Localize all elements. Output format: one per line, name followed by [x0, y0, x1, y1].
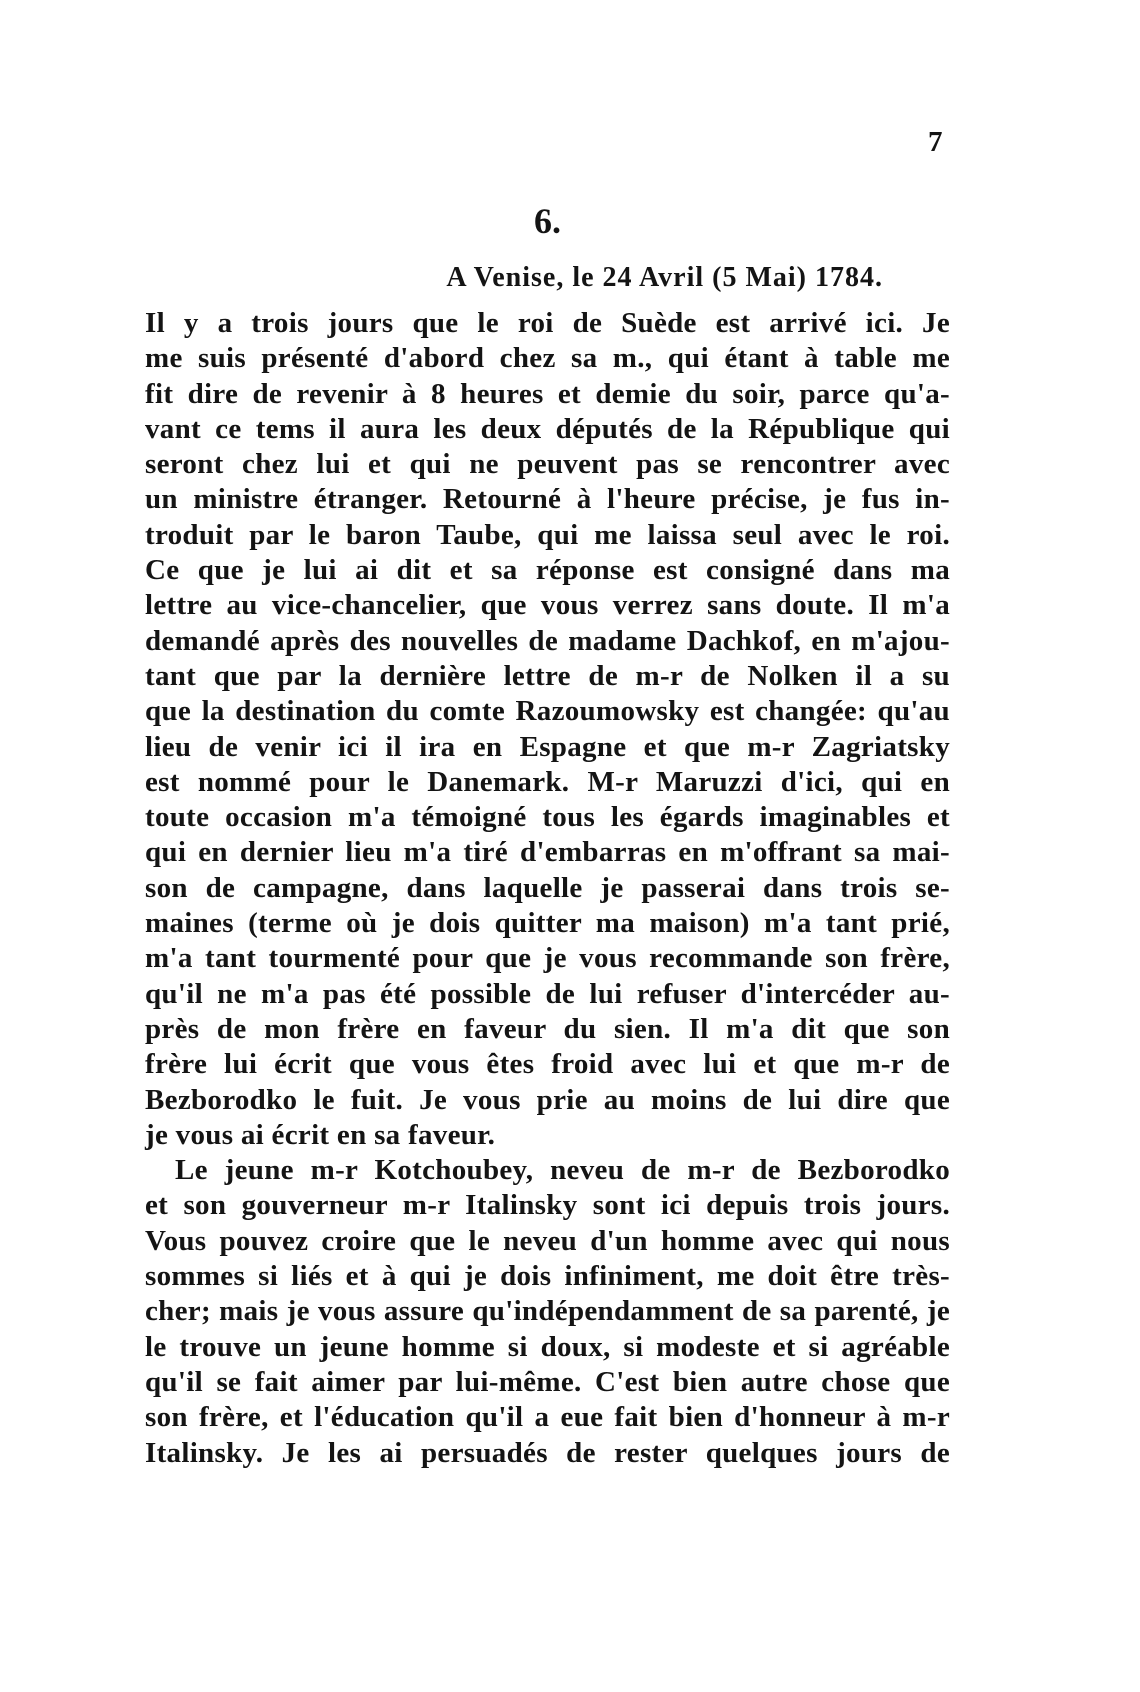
text-line: qui en dernier lieu m'a tiré d'embarras en m'offrant sa mai-	[145, 836, 950, 869]
text-line: m'a tant tourmenté pour que je vous recommande son frère,	[145, 942, 950, 975]
text-line: Il y a trois jours que le roi de Suède est arrivé ici. Je	[145, 307, 950, 339]
letter-dateline: A Venise, le 24 Avril (5 Mai) 1784.	[446, 262, 883, 293]
text-line: Ce que je lui ai dit et sa réponse est consigné dans ma	[145, 554, 950, 587]
text-line: qu'il se fait aimer par lui-même. C'est bien autre chose que	[145, 1365, 950, 1398]
text-line: je vous ai écrit en sa faveur.	[145, 1118, 496, 1151]
text-line: fit dire de revenir à 8 heures et demie du soir, parce qu'a-	[145, 377, 950, 410]
text-line: lettre au vice-chancelier, que vous verrez sans doute. Il m'a	[145, 589, 950, 622]
text-line: le trouve un jeune homme si doux, si modeste et si agréable	[145, 1330, 950, 1363]
text-line: sommes si liés et à qui je dois infiniment, me doit être très-	[145, 1260, 950, 1293]
text-line: seront chez lui et qui ne peuvent pas se rencontrer avec	[145, 448, 950, 481]
text-line: demandé après des nouvelles de madame Dachkof, en m'ajou-	[145, 624, 950, 657]
letter-number: 6.	[534, 201, 561, 241]
text-line: Italinsky. Je les ai persuadés de rester quelques jours de	[145, 1436, 950, 1469]
text-line: troduit par le baron Taube, qui me laissa seul avec le roi.	[145, 518, 950, 551]
text-line: tant que par la dernière lettre de m-r de Nolken il a su	[145, 659, 950, 692]
text-line: et son gouverneur m-r Italinsky sont ici depuis trois jours.	[145, 1189, 950, 1222]
text-line: que la destination du comte Razoumowsky est changée: qu'au	[145, 695, 950, 728]
text-line: son frère, et l'éducation qu'il a eue fait bien d'honneur à m-r	[145, 1401, 950, 1434]
text-line: son de campagne, dans laquelle je passerai dans trois se-	[145, 871, 950, 904]
page-number: 7	[928, 126, 944, 158]
text-line: vant ce tems il aura les deux députés de la République qui	[145, 412, 950, 445]
text-line: frère lui écrit que vous êtes froid avec lui et que m-r de	[145, 1048, 950, 1081]
text-line: est nommé pour le Danemark. M-r Maruzzi d'ici, qui en	[145, 765, 950, 798]
text-line: un ministre étranger. Retourné à l'heure précise, je fus in-	[145, 483, 950, 516]
text-line: me suis présenté d'abord chez sa m., qui étant à table me	[145, 342, 950, 375]
text-line: maines (terme où je dois quitter ma maison) m'a tant prié,	[145, 907, 950, 940]
letter-body	[145, 306, 950, 1471]
text-line: toute occasion m'a témoigné tous les égards imaginables et	[145, 801, 950, 834]
text-line: cher; mais je vous assure qu'indépendamment de sa parenté, je	[145, 1295, 950, 1328]
text-line: lieu de venir ici il ira en Espagne et que m-r Zagriatsky	[145, 730, 950, 763]
text-line: près de mon frère en faveur du sien. Il m'a dit que son	[145, 1012, 950, 1045]
text-line: qu'il ne m'a pas été possible de lui refuser d'intercéder au-	[145, 977, 950, 1010]
text-line: Vous pouvez croire que le neveu d'un homme avec qui nous	[145, 1224, 950, 1257]
text-line: Bezborodko le fuit. Je vous prie au moins de lui dire que	[145, 1083, 950, 1116]
text-line: Le jeune m-r Kotchoubey, neveu de m-r de Bezborodko	[175, 1154, 950, 1187]
